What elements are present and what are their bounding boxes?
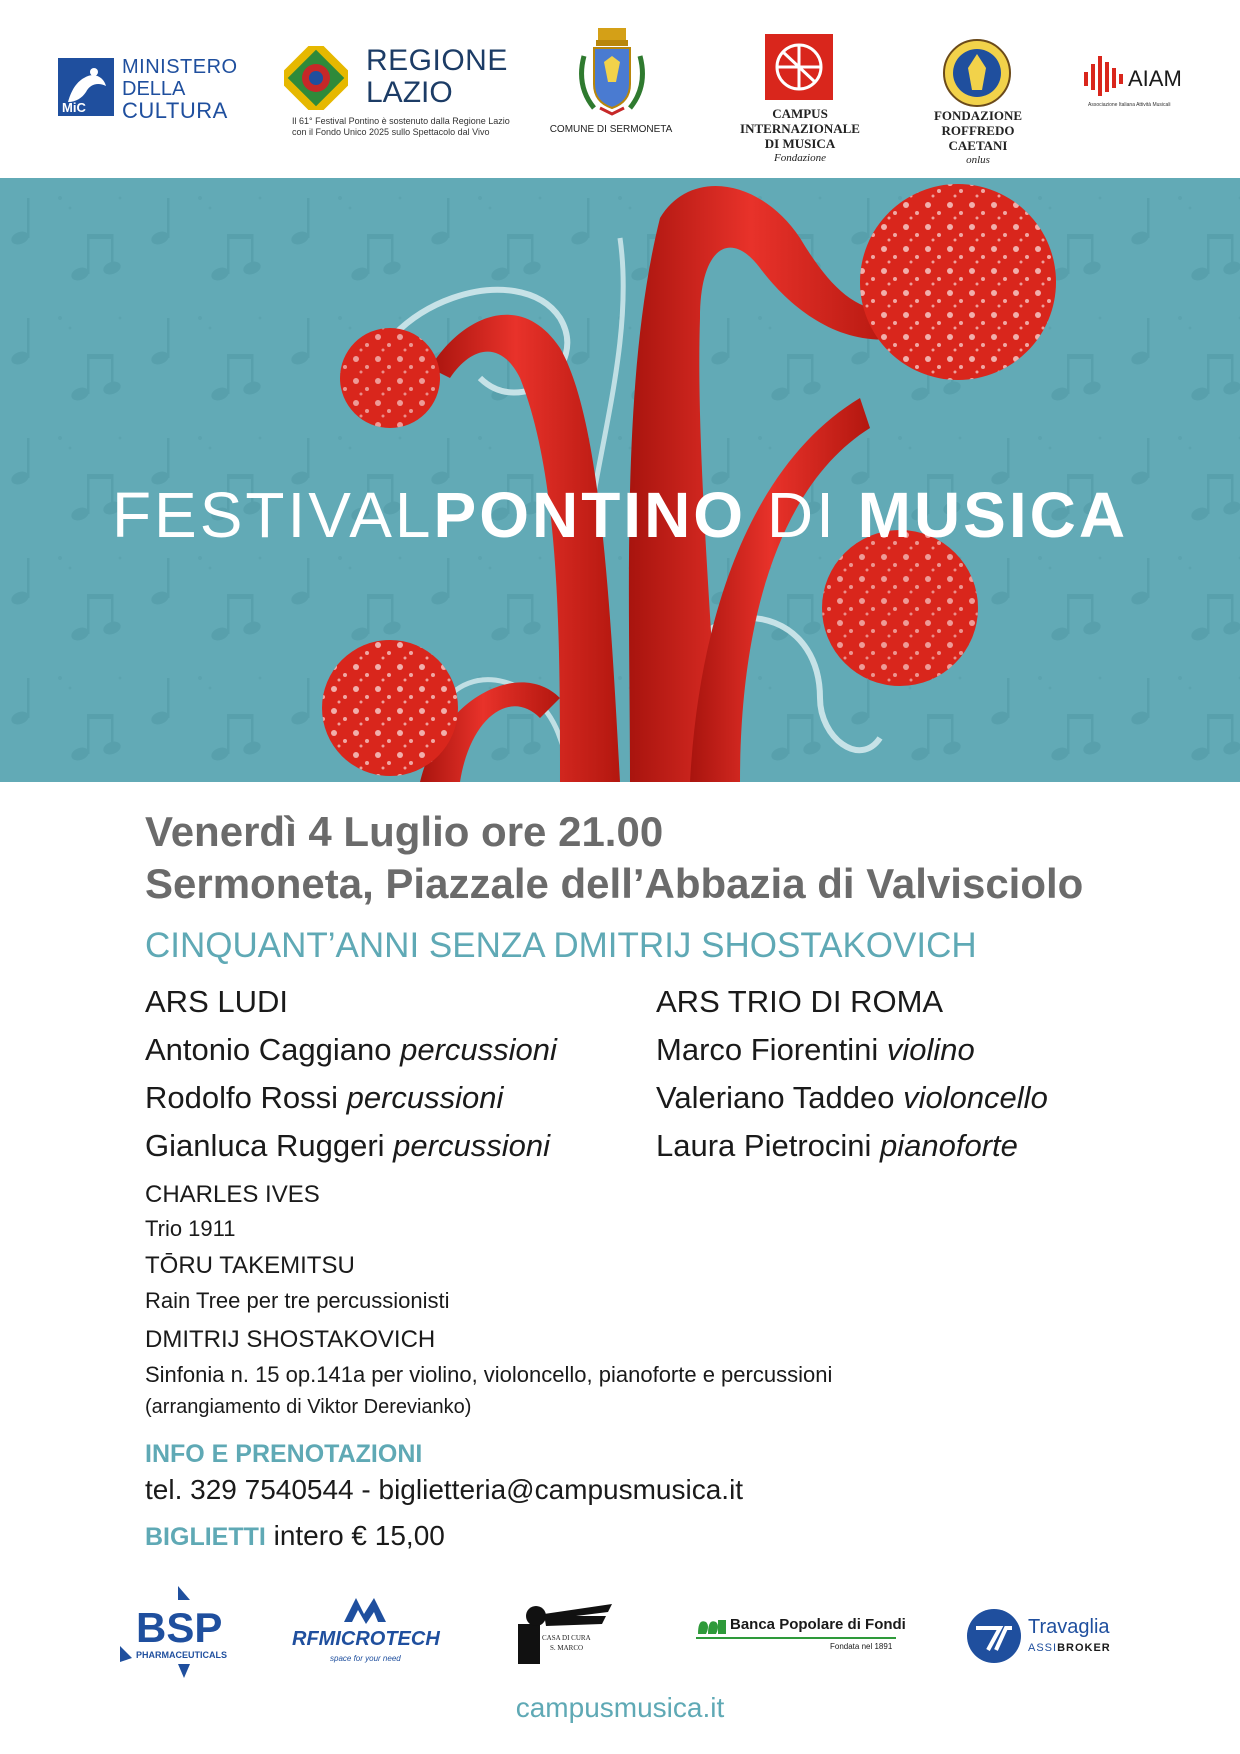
ensemble-2-member xyxy=(656,1128,1018,1164)
fondazione-line1: FONDAZIONE xyxy=(933,108,1023,123)
bsp-logo xyxy=(118,1584,248,1680)
casa-line2: S. MARCO xyxy=(550,1644,584,1652)
mic-mark: MiC xyxy=(62,100,86,115)
campus-line2: INTERNAZIONALE xyxy=(740,121,860,136)
rfmicrotech-mark-icon xyxy=(342,1594,394,1624)
travaglia-sub1: ASSI xyxy=(1028,1642,1058,1654)
travaglia-sub xyxy=(1028,1642,1111,1654)
performer-instrument: pianoforte xyxy=(880,1128,1018,1163)
campus-musica-logo xyxy=(720,34,880,168)
bsp-name: BSP xyxy=(136,1604,223,1651)
banca-mark-icon xyxy=(696,1616,728,1636)
ministero-line2: DELLA xyxy=(122,78,186,100)
campus-line3: DI MUSICA xyxy=(764,136,836,151)
campus-line4: Fondazione xyxy=(774,152,826,164)
casa-di-cura-logo xyxy=(516,1602,616,1672)
campus-emblem-icon xyxy=(765,34,833,100)
program-composer: CHARLES IVES xyxy=(145,1181,320,1208)
banca-underline xyxy=(696,1637,896,1639)
tickets-label: BIGLIETTI xyxy=(145,1523,266,1551)
performer-instrument: percussioni xyxy=(346,1080,504,1115)
ensemble-1-name: ARS LUDI xyxy=(145,984,288,1019)
title-festival: FESTIVAL xyxy=(111,479,434,551)
program-composer: TŌRU TAKEMITSU xyxy=(145,1252,355,1279)
ensemble-2-member xyxy=(656,1032,975,1068)
fondazione-line3: CAETANI xyxy=(948,138,1008,153)
fondazione-caetani-logo xyxy=(908,38,1048,172)
banca-sub: Fondata nel 1891 xyxy=(830,1642,893,1651)
casa-line1: CASA DI CURA xyxy=(542,1634,591,1642)
aiam-label: AIAM xyxy=(1128,66,1182,91)
ministero-line1: MINISTERO xyxy=(122,56,238,78)
fondazione-line2: ROFFREDO xyxy=(941,123,1015,138)
regione-note1: Il 61° Festival Pontino è sostenuto dalla Regione Lazio xyxy=(292,116,510,126)
title-pontino: PONTINO xyxy=(433,479,747,551)
info-heading: INFO E PRENOTAZIONI xyxy=(145,1440,423,1468)
ministero-line3: CULTURA xyxy=(122,98,228,123)
comune-sermoneta-logo xyxy=(546,26,676,136)
sermoneta-coat-of-arms-icon xyxy=(574,26,650,118)
campus-line1: CAMPUS xyxy=(772,106,828,121)
footer-website[interactable]: campusmusica.it xyxy=(515,1692,725,1723)
event-date: Venerdì 4 Luglio ore 21.00 xyxy=(145,808,664,855)
festival-title xyxy=(0,478,1240,552)
travaglia-name: Travaglia xyxy=(1028,1616,1110,1638)
comune-label: COMUNE DI SERMONETA xyxy=(549,124,673,135)
aiam-logo xyxy=(1082,54,1192,114)
program-work: Trio 1911 xyxy=(145,1216,236,1241)
event-venue: Sermoneta, Piazzale dell’Abbazia di Valvisciolo xyxy=(145,860,1084,907)
travaglia-logo xyxy=(966,1608,1126,1668)
bsp-sub: PHARMACEUTICALS xyxy=(136,1650,227,1660)
caetani-seal-icon xyxy=(942,38,1012,108)
regione-line1: REGIONE xyxy=(366,44,508,77)
rfmicrotech-logo xyxy=(292,1594,452,1670)
performer-name: Antonio Caggiano xyxy=(145,1032,392,1067)
fondazione-line4: onlus xyxy=(966,154,990,166)
performer-name: Gianluca Ruggeri xyxy=(145,1128,385,1163)
title-musica: MUSICA xyxy=(857,479,1129,551)
info-contact: tel. 329 7540544 - biglietteria@campusmusica.it xyxy=(145,1474,744,1505)
rfmicrotech-name: RFMICROTECH xyxy=(292,1628,440,1650)
title-di: DI xyxy=(746,479,858,551)
program-work: Rain Tree per tre percussionisti xyxy=(145,1288,450,1313)
performer-name: Valeriano Taddeo xyxy=(656,1080,895,1115)
ensemble-2-member xyxy=(656,1080,1048,1116)
rfmicrotech-sub: space for your need xyxy=(330,1654,401,1663)
banca-name: Banca Popolare di Fondi xyxy=(730,1616,906,1633)
regione-lazio-emblem-icon xyxy=(284,46,348,110)
ensemble-1-member xyxy=(145,1128,550,1164)
ensemble-1-member xyxy=(145,1032,557,1068)
event-theme: CINQUANT’ANNI SENZA DMITRIJ SHOSTAKOVICH xyxy=(145,926,977,965)
performer-instrument: percussioni xyxy=(393,1128,550,1163)
aiam-sub: Associazione Italiana Attività Musicali xyxy=(1088,102,1171,108)
ensemble-2-name: ARS TRIO DI ROMA xyxy=(656,984,944,1019)
performer-instrument: violino xyxy=(886,1032,975,1067)
regione-lazio-logo xyxy=(284,44,524,144)
aiam-soundwave-icon xyxy=(1082,54,1128,100)
tickets-line xyxy=(145,1520,445,1552)
travaglia-emblem-icon xyxy=(966,1608,1022,1664)
regione-line2: LAZIO xyxy=(366,76,453,109)
performer-name: Rodolfo Rossi xyxy=(145,1080,338,1115)
travaglia-sub2: BROKER xyxy=(1057,1642,1111,1654)
program-note: (arrangiamento di Viktor Derevianko) xyxy=(145,1396,472,1418)
performer-instrument: violoncello xyxy=(903,1080,1048,1115)
regione-note2: con il Fondo Unico 2025 sullo Spettacolo dal Vivo xyxy=(292,127,490,137)
ministero-cultura-logo xyxy=(58,56,258,122)
tickets-price: intero € 15,00 xyxy=(265,1520,445,1551)
program-work: Sinfonia n. 15 op.141a per violino, violoncello, pianoforte e percussioni xyxy=(145,1362,833,1387)
ensemble-1-member xyxy=(145,1080,503,1116)
program-composer: DMITRIJ SHOSTAKOVICH xyxy=(145,1326,436,1353)
performer-name: Marco Fiorentini xyxy=(656,1032,879,1067)
performer-instrument: percussioni xyxy=(400,1032,557,1067)
sponsor-logos-top xyxy=(0,0,1240,175)
performer-name: Laura Pietrocini xyxy=(656,1128,872,1163)
banca-fondi-logo xyxy=(696,1616,906,1656)
